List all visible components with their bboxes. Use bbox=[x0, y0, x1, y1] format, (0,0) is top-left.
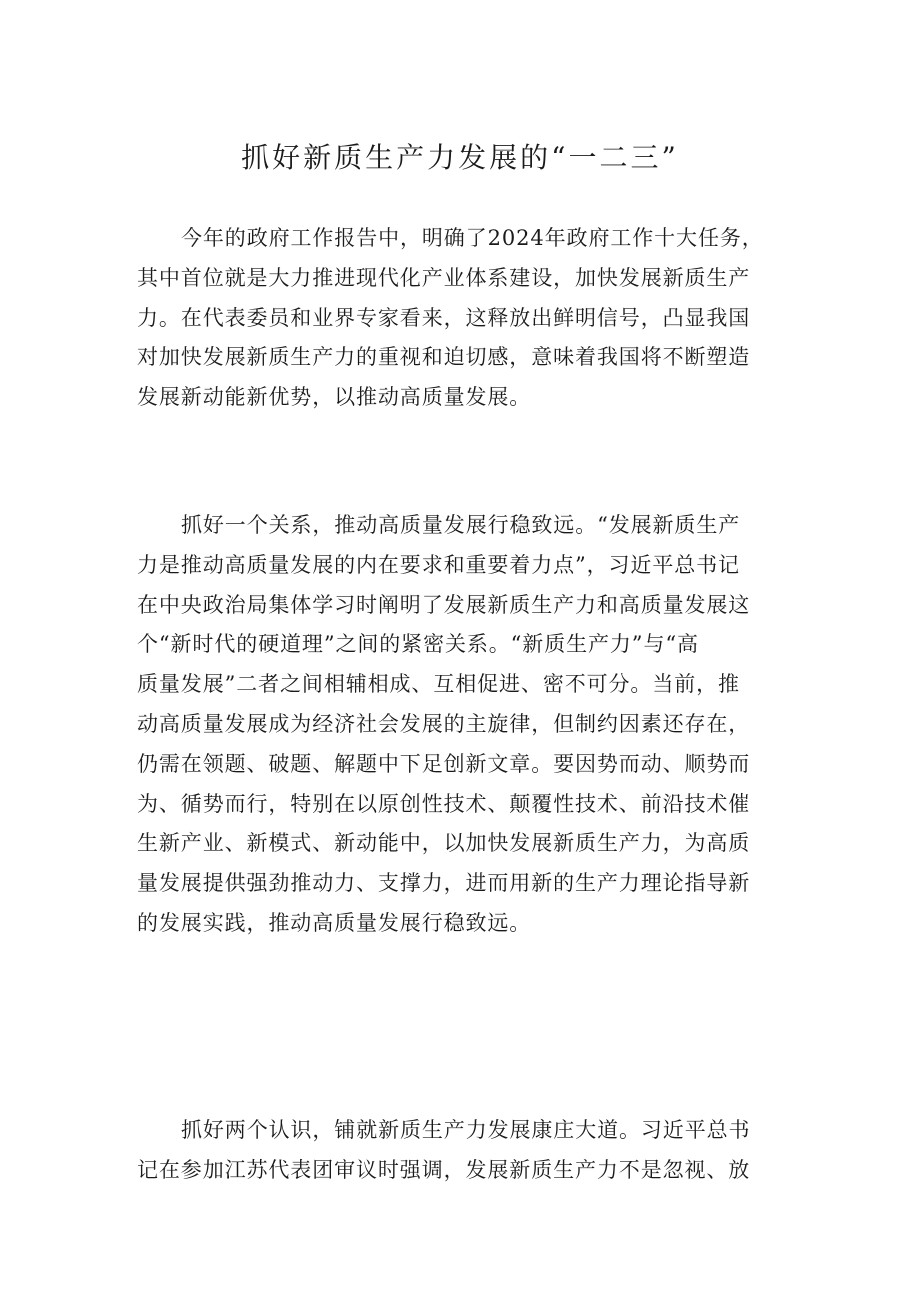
paragraph-line: 为、循势而行，特别在以原创性技术、颠覆性技术、前沿技术催 bbox=[137, 791, 751, 816]
paragraph-line: 对加快发展新质生产力的重视和迫切感，意味着我国将不断塑造 bbox=[137, 345, 751, 370]
paragraph-line: 量发展提供强劲推动力、支撑力，进而用新的生产力理论指导新 bbox=[137, 871, 751, 896]
paragraph-line: 记在参加江苏代表团审议时强调，发展新质生产力不是忽视、放 bbox=[137, 1157, 751, 1182]
paragraph-2 bbox=[137, 506, 793, 944]
paragraph-line: 今年的政府工作报告中，明确了2024年政府工作十大任务， bbox=[181, 226, 764, 250]
paragraph-line: 生新产业、新模式、新动能中，以加快发展新质生产力，为高质 bbox=[137, 831, 751, 856]
paragraph-line: 力。在代表委员和业界专家看来，这释放出鲜明信号，凸显我国 bbox=[137, 305, 751, 330]
paragraph-line: 的发展实践，推动高质量发展行稳致远。 bbox=[137, 910, 532, 935]
paragraph-3 bbox=[137, 1111, 793, 1191]
paragraph-line: 个“新时代的硬道理”之间的紧密关系。“新质生产力”与“高 bbox=[137, 632, 699, 657]
paragraph-line: 动高质量发展成为经济社会发展的主旋律，但制约因素还存在， bbox=[137, 711, 751, 736]
paragraph-line: 发展新动能新优势，以推动高质量发展。 bbox=[137, 385, 532, 410]
paragraph-line: 质量发展”二者之间相辅相成、互相促进、密不可分。当前，推 bbox=[137, 672, 740, 697]
document-title: 抓好新质生产力发展的“一二三” bbox=[241, 141, 679, 174]
paragraph-line: 在中央政治局集体学习时阐明了发展新质生产力和高质量发展这 bbox=[137, 592, 751, 617]
paragraph-line: 抓好一个关系，推动高质量发展行稳致远。“发展新质生产 bbox=[181, 513, 741, 537]
paragraph-line: 力是推动高质量发展的内在要求和重要着力点”，习近平总书记 bbox=[137, 552, 740, 577]
paragraph-line: 其中首位就是大力推进现代化产业体系建设，加快发展新质生产 bbox=[137, 265, 751, 290]
paragraph-line: 仍需在领题、破题、解题中下足创新文章。要因势而动、顺势而 bbox=[137, 751, 751, 776]
paragraph-line: 抓好两个认识，铺就新质生产力发展康庄大道。习近平总书 bbox=[181, 1118, 751, 1142]
paragraph-1 bbox=[137, 219, 793, 418]
